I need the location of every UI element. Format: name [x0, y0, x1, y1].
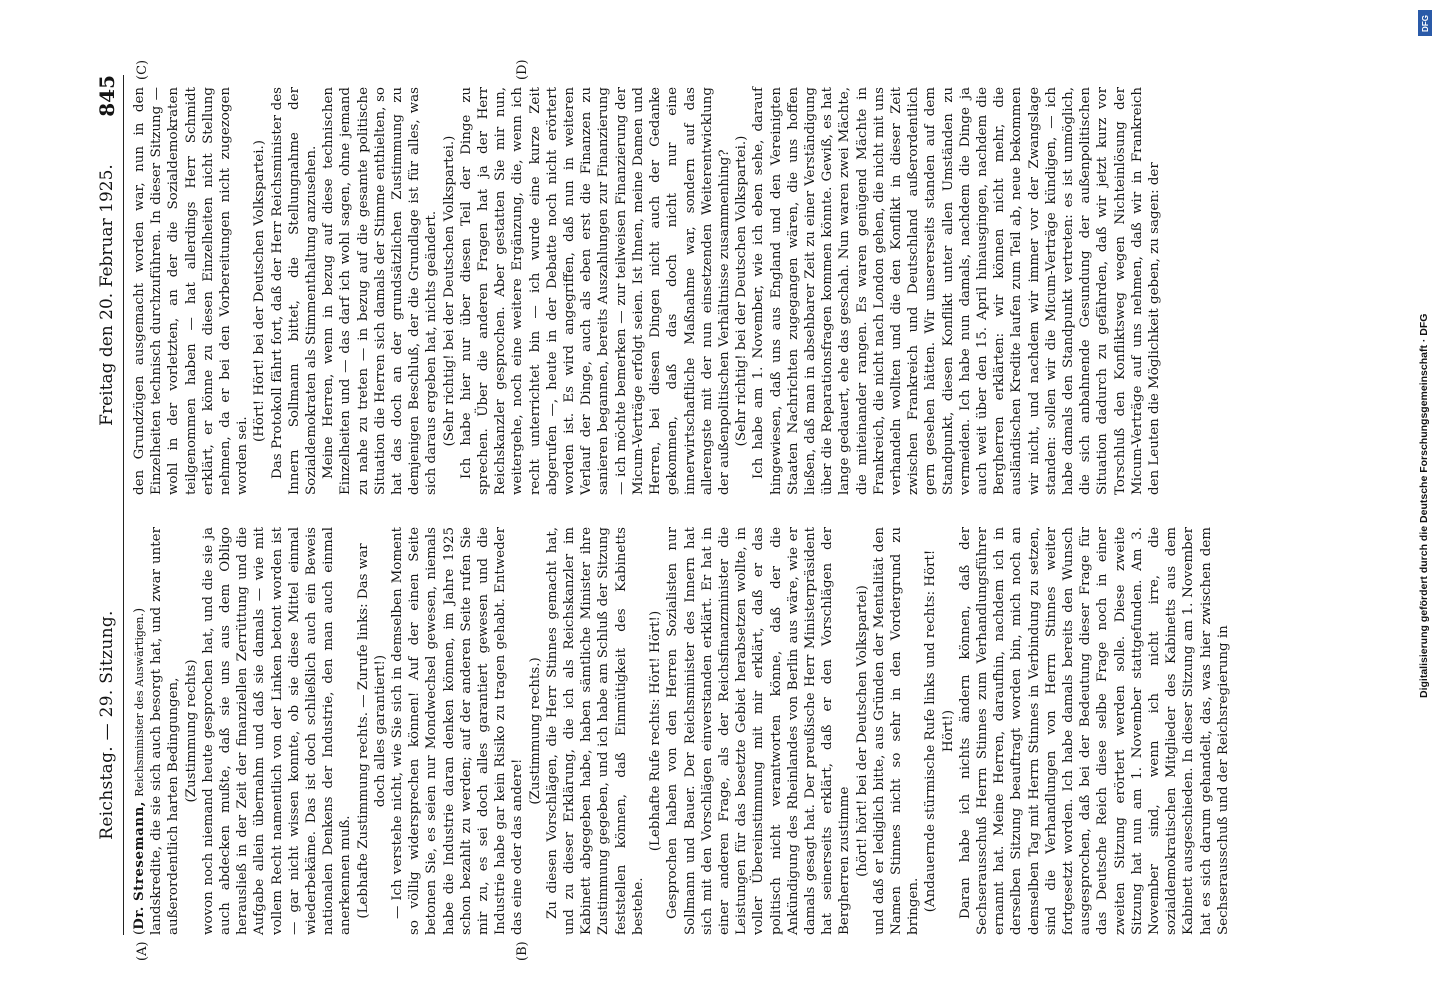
paragraph: Das Protokoll fährt fort, daß der Herr Reichsminister des Innern Sollmann bittet, die Stellungnahme der Sozialdemokraten als Stimmenthaltung anzusehen.	[269, 87, 320, 495]
text-column-left	[131, 527, 1232, 935]
paragraph: den Grundzügen ausgemacht worden war, nun in den Einzelheiten technisch durchzuführen. In dieser Sitzung — wohl in der vorletzten, an der die Sozialdemokraten teilgenommen haben — hat allerdings Herr Schmidt erklärt, er könne zu diesen Einzelheiten nicht Stellung nehmen, da er bei den Vorbereitungen nicht zugezogen worden sei.	[132, 87, 251, 495]
paragraph: Gesprochen haben von den Herren Sozialisten nur Sollmann und Bauer. Der Reichsminister des Innern hat sich mit den Vorschlägen einverstanden erklärt. Er hat in einer anderen Frage, als der Reichsfinanzminister die Leistungen für das besetzte Gebiet herabsetzen wollte, in voller Übereinstimmung mit mir erklärt, daß er das politisch nicht verantworten könne, daß der die Ankündigung des Rheinlandes von Berlin aus wäre, wie er damals gesagt hat. Der preußische Herr Ministerpräsident hat seinerseits erklärt, daß er den Vorschlägen der Bergherren zustimme	[665, 527, 853, 935]
paragraph: Daran habe ich nichts ändern können, daß der Sechserausschuß Herrn Stinnes zum Verhandlungsführer ernannt hat. Meine Herren, daraufhin, nachdem ich in derselben Sitzung beauftragt worden bin, mich noch an demselben Tag mit Herrn Stinnes in Verbindung zu setzen, sind die Verhandlungen von Herrn Stinnes weiter fortgesetzt worden. Ich habe damals bereits den Wunsch ausgesprochen, daß bei der Bedeutung dieser Frage für das Deutsche Reich diese selbe Frage noch in einer zweiten Sitzung erörtert werden solle. Diese zweite Sitzung hat nun am 1. November stattgefunden. Am 3. November sind, wenn ich nicht irre, die sozialdemokratischen Mitglieder des Kabinetts aus dem Kabinett ausgeschieden. In dieser Sitzung am 1. November hat es sich darum gehandelt, das, was hier zwischen dem Sechserausschuß und der Reichsregierung in	[957, 527, 1231, 935]
header-rule	[123, 75, 124, 935]
paragraph: Meine Herren, wenn in bezug auf diese technischen Einzelheiten und — das darf ich wohl sagen, ohne jemand zu nahe zu treten — in bezug auf die gesamte politische Situation die Herren sich damals der Stimme enthielten, so hat das doch an der grundsätzlichen Zustimmung zu demjenigen Beschluß, der die Grundlage ist für alles, was sich daraus ergeben hat, nichts geändert.	[321, 87, 440, 495]
interjection: (Hört! Hört! bei der Deutschen Volkspartei.)	[252, 140, 268, 442]
paragraph: — Ich verstehe nicht, wie Sie sich in demselben Moment so völlig widersprechen können! Auf der einen Seite betonen Sie, es seien nur Mondwechsel gewesen, niemals habe die Industrie daran denken können, im Jahre 1925 schon bezahlt zu werden; auf der anderen Seite rufen Sie mir zu, es sei doch alles garantiert gewesen und die Industrie habe gar kein Risiko zu tragen gehabt. Entweder das eine oder das andere!	[390, 527, 526, 935]
interjection: (Sehr richtig! bei der Deutschen Volkspartei.)	[734, 135, 750, 447]
running-header	[95, 75, 125, 935]
interjection: (Sehr richtig! bei der Deutschen Volkspartei.)	[441, 135, 457, 447]
interjection: (Lebhafte Rufe rechts: Hört! Hört!)	[648, 610, 664, 852]
speaker-role: Reichsminister des Auswärtigen.	[133, 613, 146, 797]
header-session: Reichstag. — 29. Sitzung.	[97, 610, 117, 840]
speaker-name: Dr. Stresemann,	[131, 801, 147, 930]
interjection: (Zustimmung rechts.)	[527, 657, 543, 805]
dfg-logo-text: DFG	[1420, 14, 1430, 32]
margin-marker-b: (B)	[515, 941, 530, 961]
paragraph: Ich habe am 1. November, wie ich eben sehe, darauf hingewiesen, daß uns aus England und den Vereinigten Staaten Nachrichten zugegangen wären, die uns hoffen ließen, daß man in absehbarer Zeit zu einer Verständigung über die Reparationsfragen kommen könnte. Gewiß, es hat lange gedauert, ehe das geschah. Nun waren zwei Mächte, die miteinander rangen. Es waren genügend Mächte in Frankreich, die nicht nach London gehen, die nicht mit uns verhandeln wollten und die den Konflikt in dieser Zeit zwischen Frankreich und Deutschland außerordentlich gern gesehen hätten. Wir unsererseits standen auf dem Standpunkt, diesen Konflikt unter allen Umständen zu vermeiden. Ich habe nun damals, nachdem die Dinge ja auch weit über den 15. April hinausgingen, nachdem die Bergherren erklärten: wir können nicht mehr, die ausländischen Kredite laufen zum Teil ab, neue bekommen wir nicht, und nachdem wir immer vor der Zwangslage standen: sollen wir die Micum-Verträge kündigen, — ich habe damals den Standpunkt vertreten: es ist unmöglich, die sich anbahnende Gesundung der außenpolitischen Situation dadurch zu gefährden, daß wir jetzt kurz vor Torschluß den Konfliktsweg wegen Nichteinlösung der Micum-Verträge auf uns nehmen, daß wir in Frankreich den Leuten die Möglichkeit geben, zu sagen: der	[751, 87, 1162, 495]
margin-marker-a: (A)	[135, 941, 150, 961]
margin-marker-d: (D)	[515, 59, 530, 80]
interjection: (Zustimmung rechts)	[183, 659, 199, 803]
header-date: Freitag den 20. Februar 1925.	[97, 164, 117, 426]
credit-text: Digitalisierung gefördert durch die Deutsche Forschungsgemeinschaft · DFG	[1418, 313, 1430, 698]
paragraph: wovon noch niemand heute gesprochen hat, und die sie ja auch abdecken mußte, daß sie uns aus dem Obligo herausließ in der Zeit der finanziellen Zerrüttung und die Aufgabe allein übernahm und daß sie damals — wie mit vollem Recht namentlich von der Linken betont worden ist — gar nicht wissen konnte, ob sie diese Mittel einmal wiederbekäme. Das ist doch schließlich auch ein Beweis nationalen Denkens der Industrie, den man auch einmal anerkennen muß.	[200, 527, 354, 935]
paragraph: Ich habe hier nur über diesen Teil der Dinge zu sprechen. Über die anderen Fragen hat ja der Herr Reichskanzler gesprochen. Aber gestatten Sie mir nun, weitergehe, noch eine weitere Ergänzung, die, wenn ich recht unterrichtet bin — ich wurde eine kurze Zeit abgerufen —, heute in der Debatte noch nicht erörtert worden ist. Es wird angegriffen, daß nun in weiteren Verlauf der Dinge, auch als eben erst die Finanzen zu sanieren begannen, bereits Auszahlungen zur Finanzierung — ich möchte bemerken — zur teilweisen Finanzierung der Micum-Verträge erfolgt seien. Ist Ihnen, meine Damen und Herren, bei diesen Dingen nicht auch der Gedanke gekommen, daß das doch nicht nur eine innerwirtschaftliche Maßnahme war, sondern auf das allerengste mit der nun einsetzenden Weiterentwicklung der außenpolitischen Verhältnisse zusammenhing?	[458, 87, 732, 495]
page-number: 845	[95, 75, 119, 117]
interjection: (hört! hört! bei der Deutschen Volkspartei)	[854, 585, 870, 877]
paragraph: und daß er lediglich bitte, aus Gründen der Mentalität den Namen Stinnes nicht so sehr in den Vordergrund zu bringen.	[871, 527, 922, 935]
margin-marker-c: (C)	[135, 59, 150, 80]
interjection: (Lebhafte Zustimmung rechts. — Zurufe links: Das war doch alles garantiert!)	[355, 543, 388, 919]
speaker-line: (Dr. Stresemann, Reichsminister des Auswärtigen.)	[131, 607, 147, 935]
paragraph: Zu diesen Vorschlägen, die Herr Stinnes gemacht hat, und zu dieser Erklärung, die ich als Reichskanzler im Kabinett abgegeben habe, haben sämtliche Minister ihre Zustimmung gegeben, und ich habe am Schluß der Sitzung feststellen können, daß Einmütigkeit des Kabinetts bestehe.	[544, 527, 646, 935]
digitization-credit	[1418, 8, 1432, 708]
paragraph: landskredite, die sie sich auch besorgt hat, und zwar unter außerordentlich harten Bedingungen,	[149, 527, 182, 935]
interjection: (Andauernde stürmische Rufe links und rechts: Hört! Hört!)	[923, 549, 956, 913]
dfg-logo-icon	[1418, 10, 1432, 36]
text-column-right	[131, 87, 1163, 495]
document-page	[95, 59, 1305, 961]
